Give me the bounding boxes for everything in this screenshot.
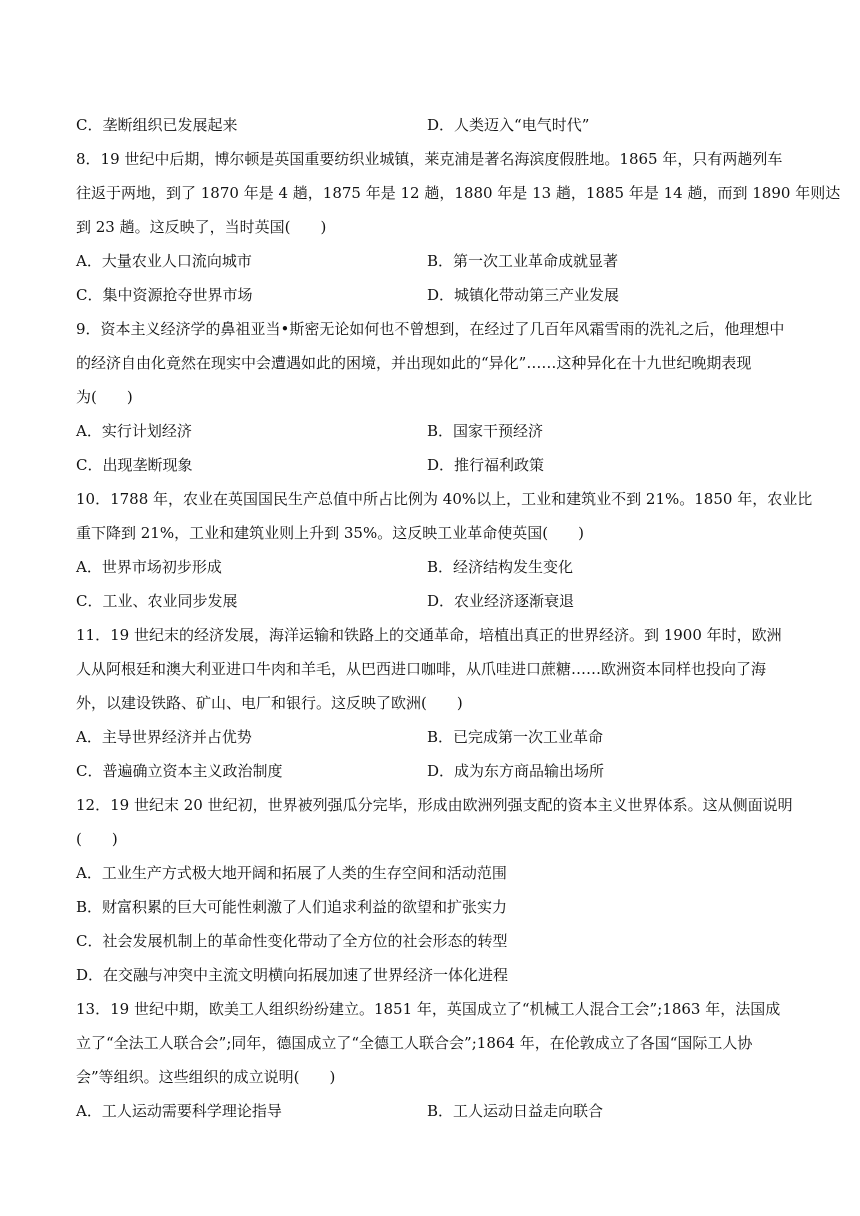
option-b[interactable]: B．第一次工业革命成就显著 <box>427 252 619 270</box>
question-12 <box>76 788 793 992</box>
question-stem-line: 11．19 世纪末的经济发展，海洋运输和铁路上的交通革命，培植出真正的世界经济。到 1900 年时，欧洲 <box>76 626 782 644</box>
option-b[interactable]: B．已完成第一次工业革命 <box>427 728 604 746</box>
options-row <box>76 1094 788 1128</box>
option-a[interactable]: A．世界市场初步形成 <box>76 558 222 576</box>
question-stem-line: 13．19 世纪中期，欧美工人组织纷纷建立。1851 年，英国成立了“机械工人混合工会”;1863 年，法国成 <box>76 1000 781 1018</box>
question-stem-line: 往返于两地，到了 1870 年是 4 趟，1875 年是 12 趟，1880 年是 13 趟，1885 年是 14 趟，而到 1890 年则达 <box>76 184 841 202</box>
question-stem-line: 外，以建设铁路、矿山、电厂和银行。这反映了欧洲( ) <box>76 694 463 712</box>
option-d[interactable]: D．农业经济逐渐衰退 <box>427 592 575 610</box>
option-c[interactable]: C．社会发展机制上的革命性变化带动了全方位的社会形态的转型 <box>76 932 508 950</box>
question-stem-line: 的经济自由化竟然在现实中会遭遇如此的困境，并出现如此的“异化”……这种异化在十九世纪晚期表现 <box>76 354 752 372</box>
option-d[interactable]: D．城镇化带动第三产业发展 <box>427 286 620 304</box>
options-row <box>76 584 788 618</box>
option-b[interactable]: B．工人运动日益走向联合 <box>427 1102 604 1120</box>
question-stem-line: 为( ) <box>76 388 133 406</box>
option-d[interactable]: D．推行福利政策 <box>427 456 545 474</box>
question-stem-line: 12．19 世纪末 20 世纪初，世界被列强瓜分完毕，形成由欧洲列强支配的资本主义世界体系。这从侧面说明 <box>76 796 793 814</box>
question-stem-line: 重下降到 21%，工业和建筑业则上升到 35%。这反映工业革命使英国( ) <box>76 524 584 542</box>
option-d[interactable]: D．人类迈入“电气时代” <box>427 116 590 134</box>
option-c[interactable]: C．垄断组织已发展起来 <box>76 116 238 134</box>
options-row <box>76 414 788 448</box>
question-8 <box>76 142 841 312</box>
options-row <box>76 754 788 788</box>
question-stem-line: 到 23 趟。这反映了，当时英国( ) <box>76 218 327 236</box>
question-stem-line: 10．1788 年，农业在英国国民生产总值中所占比例为 40%以上，工业和建筑业不到 21%。1850 年，农业比 <box>76 490 813 508</box>
option-b[interactable]: B．财富积累的巨大可能性刺激了人们追求利益的欲望和扩张实力 <box>76 898 508 916</box>
option-c[interactable]: C．普遍确立资本主义政治制度 <box>76 762 283 780</box>
question-stem-line: 9．资本主义经济学的鼻祖亚当•斯密无论如何也不曾想到，在经过了几百年风霜雪雨的洗礼之后，他理想中 <box>76 320 785 338</box>
prev-question-options <box>76 108 788 142</box>
option-c[interactable]: C．出现垄断现象 <box>76 456 193 474</box>
option-a[interactable]: A．工业生产方式极大地开阔和拓展了人类的生存空间和活动范围 <box>76 864 507 882</box>
question-stem-line: 立了“全法工人联合会”;同年，德国成立了“全德工人联合会”;1864 年，在伦敦成立了各国“国际工人协 <box>76 1034 753 1052</box>
option-a[interactable]: A．大量农业人口流向城市 <box>76 252 252 270</box>
option-d[interactable]: D．在交融与冲突中主流文明横向拓展加速了世界经济一体化进程 <box>76 966 509 984</box>
question-9 <box>76 312 788 482</box>
question-stem-line: 人从阿根廷和澳大利亚进口牛肉和羊毛，从巴西进口咖啡，从爪哇进口蔗糖……欧洲资本同样也投向了海 <box>76 660 767 678</box>
options-row <box>76 550 788 584</box>
option-b[interactable]: B．经济结构发生变化 <box>427 558 574 576</box>
question-10 <box>76 482 813 618</box>
option-a[interactable]: A．实行计划经济 <box>76 422 192 440</box>
option-c[interactable]: C．工业、农业同步发展 <box>76 592 238 610</box>
question-stem-line: 会”等组织。这些组织的成立说明( ) <box>76 1068 336 1086</box>
options-row <box>76 244 788 278</box>
options-row <box>76 448 788 482</box>
question-stem-line: 8．19 世纪中后期，博尔顿是英国重要纺织业城镇，莱克浦是著名海滨度假胜地。1865 年，只有两趟列车 <box>76 150 783 168</box>
question-13 <box>76 992 788 1128</box>
option-b[interactable]: B．国家干预经济 <box>427 422 544 440</box>
option-a[interactable]: A．工人运动需要科学理论指导 <box>76 1102 282 1120</box>
option-d[interactable]: D．成为东方商品输出场所 <box>427 762 605 780</box>
options-row <box>76 720 788 754</box>
question-stem-line: ( ) <box>76 830 118 848</box>
option-c[interactable]: C．集中资源抢夺世界市场 <box>76 286 253 304</box>
question-list <box>76 108 841 1128</box>
option-a[interactable]: A．主导世界经济并占优势 <box>76 728 252 746</box>
question-11 <box>76 618 788 788</box>
options-row <box>76 278 788 312</box>
